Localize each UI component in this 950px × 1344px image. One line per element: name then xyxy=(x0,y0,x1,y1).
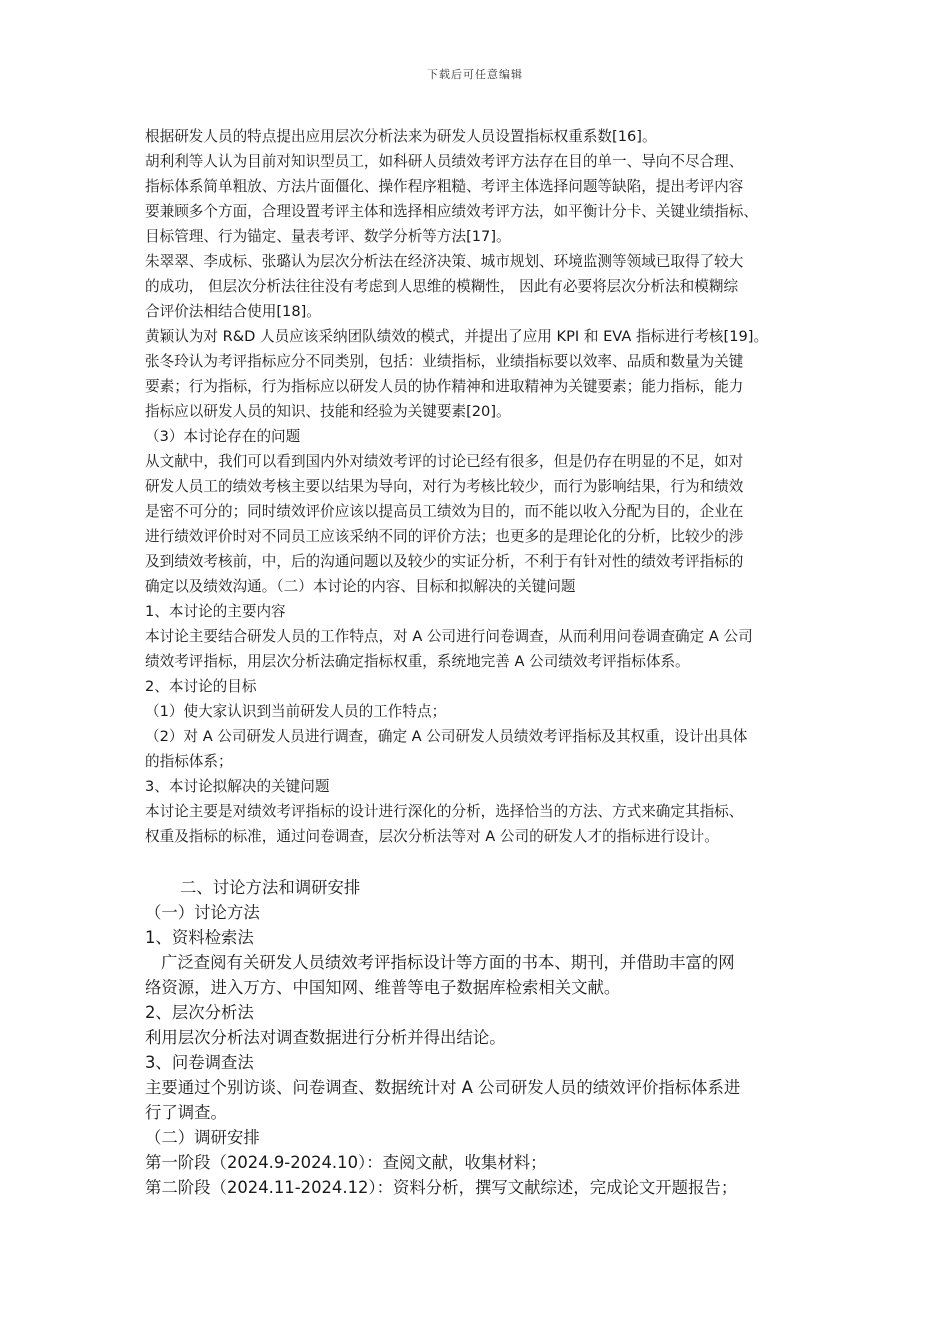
schedule-stage: 第二阶段（2024.11-2024.12）：资料分析，撰写文献综述，完成论文开题报告； xyxy=(145,1178,738,1197)
section-heading: 二、讨论方法和调研安排 xyxy=(180,878,361,897)
section-subheading: （3）本讨论存在的问题 xyxy=(145,428,301,445)
text-line: 合评价法相结合使用[18]。 xyxy=(145,303,321,320)
page-header: 下载后可任意编辑 xyxy=(427,68,523,81)
method-title: 3、问卷调查法 xyxy=(145,1053,254,1072)
text-line: 胡利利等人认为目前对知识型员工，如科研人员绩效考评方法存在目的单一、导向不尽合理、 xyxy=(145,153,744,170)
text-line: 从文献中，我们可以看到国内外对绩效考评的讨论已经有很多，但是仍存在明显的不足，如对 xyxy=(145,453,744,470)
text-line: 权重及指标的标准，通过问卷调查，层次分析法等对 A 公司的研发人才的指标进行设计。 xyxy=(145,828,719,845)
text-line: 广泛查阅有关研发人员绩效考评指标设计等方面的书本、期刊，并借助丰富的网 xyxy=(161,953,735,972)
text-line: 目标管理、行为锚定、量表考评、数学分析等方法[17]。 xyxy=(145,228,511,245)
methods-section xyxy=(145,875,815,1200)
text-line: 黄颖认为对 R&D 人员应该采纳团队绩效的模式，并提出了应用 KPI 和 EVA 指标进行考核[19]。 xyxy=(145,328,769,345)
section-subheading: 3、本讨论拟解决的关键问题 xyxy=(145,778,330,795)
text-line: 本讨论主要结合研发人员的工作特点，对 A 公司进行问卷调查，从而利用问卷调查确定 A 公司 xyxy=(145,628,753,645)
text-line: （2）对 A 公司研发人员进行调查，确定 A 公司研发人员绩效考评指标及其权重，设计出具体 xyxy=(145,728,748,745)
text-line: 张冬玲认为考评指标应分不同类别，包括：业绩指标，业绩指标要以效率、品质和数量为关键 xyxy=(145,353,744,370)
text-line: 利用层次分析法对调查数据进行分析并得出结论。 xyxy=(145,1028,506,1047)
text-line: 络资源，进入万方、中国知网、维普等电子数据库检索相关文献。 xyxy=(145,978,621,997)
text-line: 研发人员工的绩效考核主要以结果为导向，对行为考核比较少，而行为影响结果，行为和绩效 xyxy=(145,478,744,495)
text-line: 本讨论主要是对绩效考评指标的设计进行深化的分析，选择恰当的方法、方式来确定其指标、 xyxy=(145,803,744,820)
text-line: 指标体系简单粗放、方法片面僵化、操作程序粗糙、考评主体选择问题等缺陷，提出考评内容 xyxy=(145,178,744,195)
schedule-stage: 第一阶段（2024.9-2024.10）：查阅文献，收集材料； xyxy=(145,1153,547,1172)
text-line: 及到绩效考核前，中，后的沟通问题以及较少的实证分析，不利于有针对性的绩效考评指标的 xyxy=(145,553,744,570)
section-subheading: （一）讨论方法 xyxy=(145,903,260,922)
method-title: 2、层次分析法 xyxy=(145,1003,254,1022)
section-subheading: （二）调研安排 xyxy=(145,1128,260,1147)
text-line: 要素；行为指标，行为指标应以研发人员的协作精神和进取精神为关键要素；能力指标，能力 xyxy=(145,378,744,395)
method-title: 1、资料检索法 xyxy=(145,928,254,947)
text-line: 是密不可分的；同时绩效评价应该以提高员工绩效为目的，而不能以收入分配为目的，企业在 xyxy=(145,503,744,520)
text-line: 根据研发人员的特点提出应用层次分析法来为研发人员设置指标权重系数[16]。 xyxy=(145,128,657,145)
text-line: 绩效考评指标，用层次分析法确定指标权重，系统地完善 A 公司绩效考评指标体系。 xyxy=(145,653,690,670)
text-line: 主要通过个别访谈、问卷调查、数据统计对 A 公司研发人员的绩效评价指标体系进 xyxy=(145,1078,741,1097)
literature-review-section xyxy=(145,124,815,849)
text-line: 进行绩效评价时对不同员工应该采纳不同的评价方法；也更多的是理论化的分析，比较少的涉 xyxy=(145,528,744,545)
section-subheading: 1、本讨论的主要内容 xyxy=(145,603,286,620)
text-line: 指标应以研发人员的知识、技能和经验为关键要素[20]。 xyxy=(145,403,511,420)
text-line: 的成功， 但层次分析法往往没有考虑到人思维的模糊性， 因此有必要将层次分析法和模糊综 xyxy=(145,278,739,295)
text-line: 行了调查。 xyxy=(145,1103,227,1122)
text-line: （1）使大家认识到当前研发人员的工作特点； xyxy=(145,703,447,720)
text-line: 的指标体系； xyxy=(145,753,233,770)
text-line: 要兼顾多个方面，合理设置考评主体和选择相应绩效考评方法，如平衡计分卡、关键业绩指标、 xyxy=(145,203,758,220)
text-line: 朱翠翠、李成标、张璐认为层次分析法在经济决策、城市规划、环境监测等领域已取得了较大 xyxy=(145,253,744,270)
section-subheading: 2、本讨论的目标 xyxy=(145,678,257,695)
text-line: 确定以及绩效沟通。（二）本讨论的内容、目标和拟解决的关键问题 xyxy=(145,578,576,595)
